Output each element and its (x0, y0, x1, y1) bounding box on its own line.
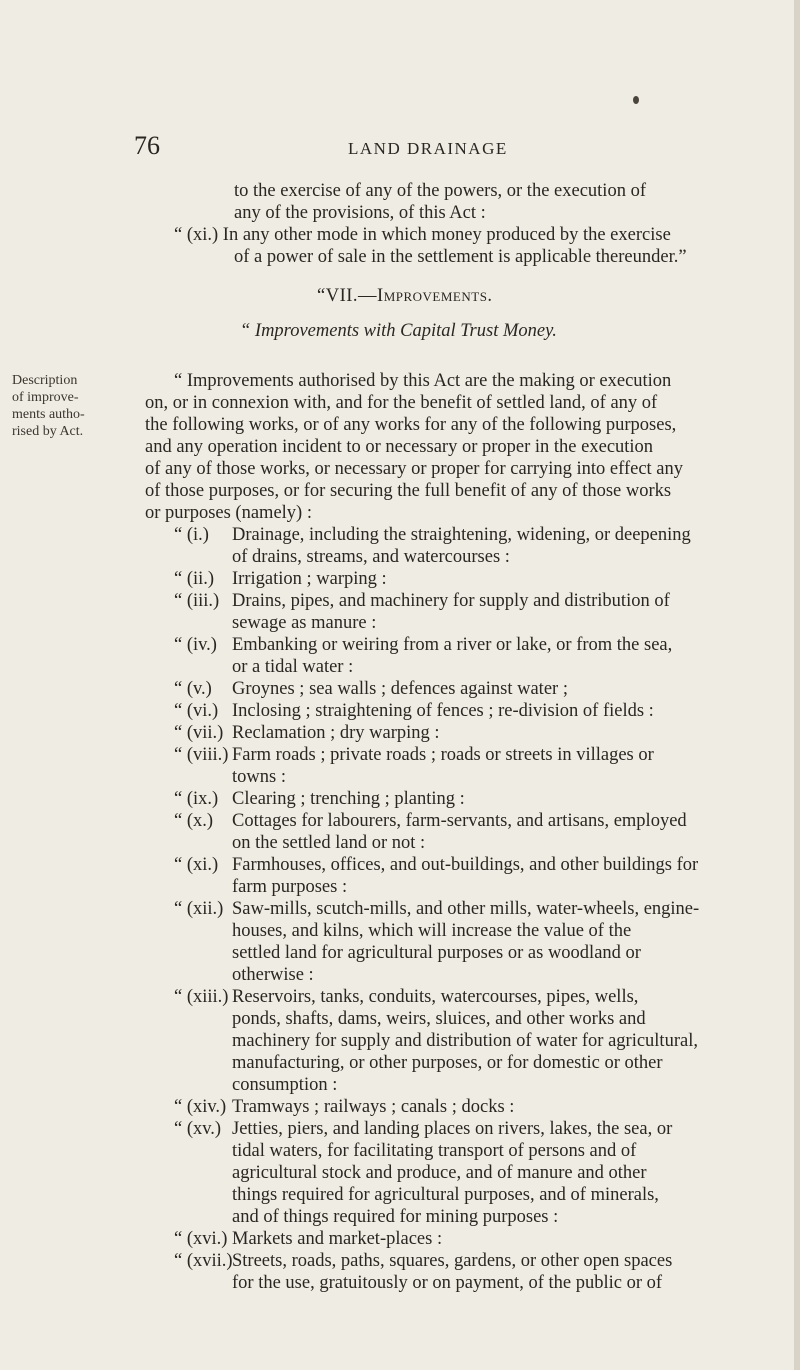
list-item (174, 524, 691, 546)
item-label: “ (xvi.) (174, 1229, 228, 1249)
item-text: Cottages for labourers, farm-servants, and artisans, employed (232, 811, 687, 831)
page-number: 76 (134, 131, 160, 160)
list-item (174, 634, 672, 656)
body-line: “ Improvements authorised by this Act are the making or execution (174, 371, 672, 391)
item-text: Farm roads ; private roads ; roads or streets in villages or (232, 745, 654, 765)
item-label: “ (vi.) (174, 701, 219, 721)
item-text: Groynes ; sea walls ; defences against water ; (232, 679, 568, 699)
margin-note-line: ments autho- (12, 407, 85, 422)
margin-note-line: Description (12, 373, 78, 388)
item-continuation: consumption : (232, 1075, 338, 1095)
item-continuation: farm purposes : (232, 877, 348, 897)
list-item (174, 986, 638, 1008)
item-label: “ (xv.) (174, 1119, 222, 1139)
list-item (174, 1118, 672, 1140)
item-label: “ (xii.) (174, 899, 224, 919)
item-continuation: of drains, streams, and watercourses : (232, 547, 510, 567)
item-text: Markets and market-places : (232, 1229, 443, 1249)
body-line: on, or in connexion with, and for the benefit of settled land, of any of (145, 393, 658, 413)
item-text: Clearing ; trenching ; planting : (232, 789, 465, 809)
page-edge (794, 0, 800, 1370)
item-label: “ (ix.) (174, 789, 219, 809)
item-continuation: things required for agricultural purposes, and of minerals, (232, 1185, 659, 1205)
body-line: and any operation incident to or necessary or proper in the execution (145, 437, 654, 457)
item-continuation: for the use, gratuitously or on payment, of the public or of (232, 1273, 663, 1293)
item-continuation: manufacturing, or other purposes, or for domestic or other (232, 1053, 663, 1073)
item-continuation: or a tidal water : (232, 657, 354, 677)
list-item (174, 788, 465, 810)
item-label: “ (x.) (174, 811, 214, 831)
item-continuation: towns : (232, 767, 286, 787)
item-label: “ (xiii.) (174, 987, 229, 1007)
section-heading (317, 285, 493, 307)
item-continuation: on the settled land or not : (232, 833, 426, 853)
section-title: Improvements. (377, 286, 493, 306)
item-continuation: sewage as manure : (232, 613, 377, 633)
list-item (174, 810, 687, 832)
item-label: “ (xvii.) (174, 1251, 233, 1271)
item-label: “ (viii.) (174, 745, 229, 765)
body-line: of those purposes, or for securing the full benefit of any of those works (145, 481, 672, 501)
item-label: “ (vii.) (174, 723, 224, 743)
item-text: Farmhouses, offices, and out-buildings, and other buildings for (232, 855, 699, 875)
item-text: Jetties, piers, and landing places on rivers, lakes, the sea, or (232, 1119, 673, 1139)
item-label: “ (iv.) (174, 635, 217, 655)
item-text: Streets, roads, paths, squares, gardens, or other open spaces (232, 1251, 673, 1271)
item-label: “ (v.) (174, 679, 212, 699)
list-item (174, 678, 568, 700)
list-item (174, 744, 654, 766)
item-text: any other mode in which money produced by the exercise (242, 225, 671, 245)
item-label: “ (xi.) (174, 855, 219, 875)
body-line: or purposes (namely) : (145, 503, 312, 523)
item-continuation: tidal waters, for facilitating transport of persons and of (232, 1141, 637, 1161)
item-continuation: agricultural stock and produce, and of manure and other (232, 1163, 647, 1183)
list-item (174, 722, 440, 744)
running-title: LAND DRAINAGE (348, 139, 508, 158)
item-label: “ (ii.) (174, 569, 215, 589)
margin-note-line: rised by Act. (12, 424, 84, 439)
item-continuation: and of things required for mining purposes : (232, 1207, 559, 1227)
item-continuation: machinery for supply and distribution of water for agricultural, (232, 1031, 698, 1051)
item-text: Irrigation ; warping : (232, 569, 387, 589)
item-text: Saw-mills, scutch-mills, and other mills, water-wheels, engine- (232, 899, 700, 919)
list-item (174, 568, 387, 590)
item-continuation: houses, and kilns, which will increase the value of the (232, 921, 632, 941)
ink-dot (633, 96, 639, 104)
list-item (174, 590, 670, 612)
item-label: “ (i.) (174, 525, 209, 545)
section-subheading: “ Improvements with Capital Trust Money. (240, 321, 557, 341)
body-line: of any of those works, or necessary or proper for carrying into effect any (145, 459, 684, 479)
text-line: to the exercise of any of the powers, or the execution of (234, 181, 646, 201)
margin-note (12, 372, 132, 440)
list-item (174, 1228, 442, 1250)
item-continuation: settled land for agricultural purposes or as woodland or (232, 943, 641, 963)
text-line: any of the provisions, of this Act : (234, 203, 486, 223)
item-continuation: ponds, shafts, dams, weirs, sluices, and other works and (232, 1009, 646, 1029)
item-text: Inclosing ; straightening of fences ; re-division of fields : (232, 701, 654, 721)
text-line (174, 224, 671, 246)
item-label: “ (xi.) In (174, 225, 239, 245)
list-item (174, 1096, 514, 1118)
item-text: Reclamation ; dry warping : (232, 723, 440, 743)
item-text: Drainage, including the straightening, widening, or deepening (232, 525, 691, 545)
body-line: the following works, or of any works for any of the following purposes, (145, 415, 677, 435)
list-item (174, 1250, 672, 1272)
text-line: of a power of sale in the settlement is applicable thereunder.” (234, 247, 687, 267)
list-item (174, 854, 698, 876)
item-text: Tramways ; railways ; canals ; docks : (232, 1097, 515, 1117)
item-text: Reservoirs, tanks, conduits, watercourses, pipes, wells, (232, 987, 639, 1007)
item-label: “ (iii.) (174, 591, 220, 611)
section-number: “VII.— (317, 286, 378, 306)
item-text: Drains, pipes, and machinery for supply and distribution of (232, 591, 670, 611)
list-item (174, 898, 699, 920)
list-item (174, 700, 654, 722)
item-continuation: otherwise : (232, 965, 314, 985)
item-label: “ (xiv.) (174, 1097, 227, 1117)
margin-note-line: of improve- (12, 390, 79, 405)
item-text: Embanking or weiring from a river or lake, or from the sea, (232, 635, 673, 655)
